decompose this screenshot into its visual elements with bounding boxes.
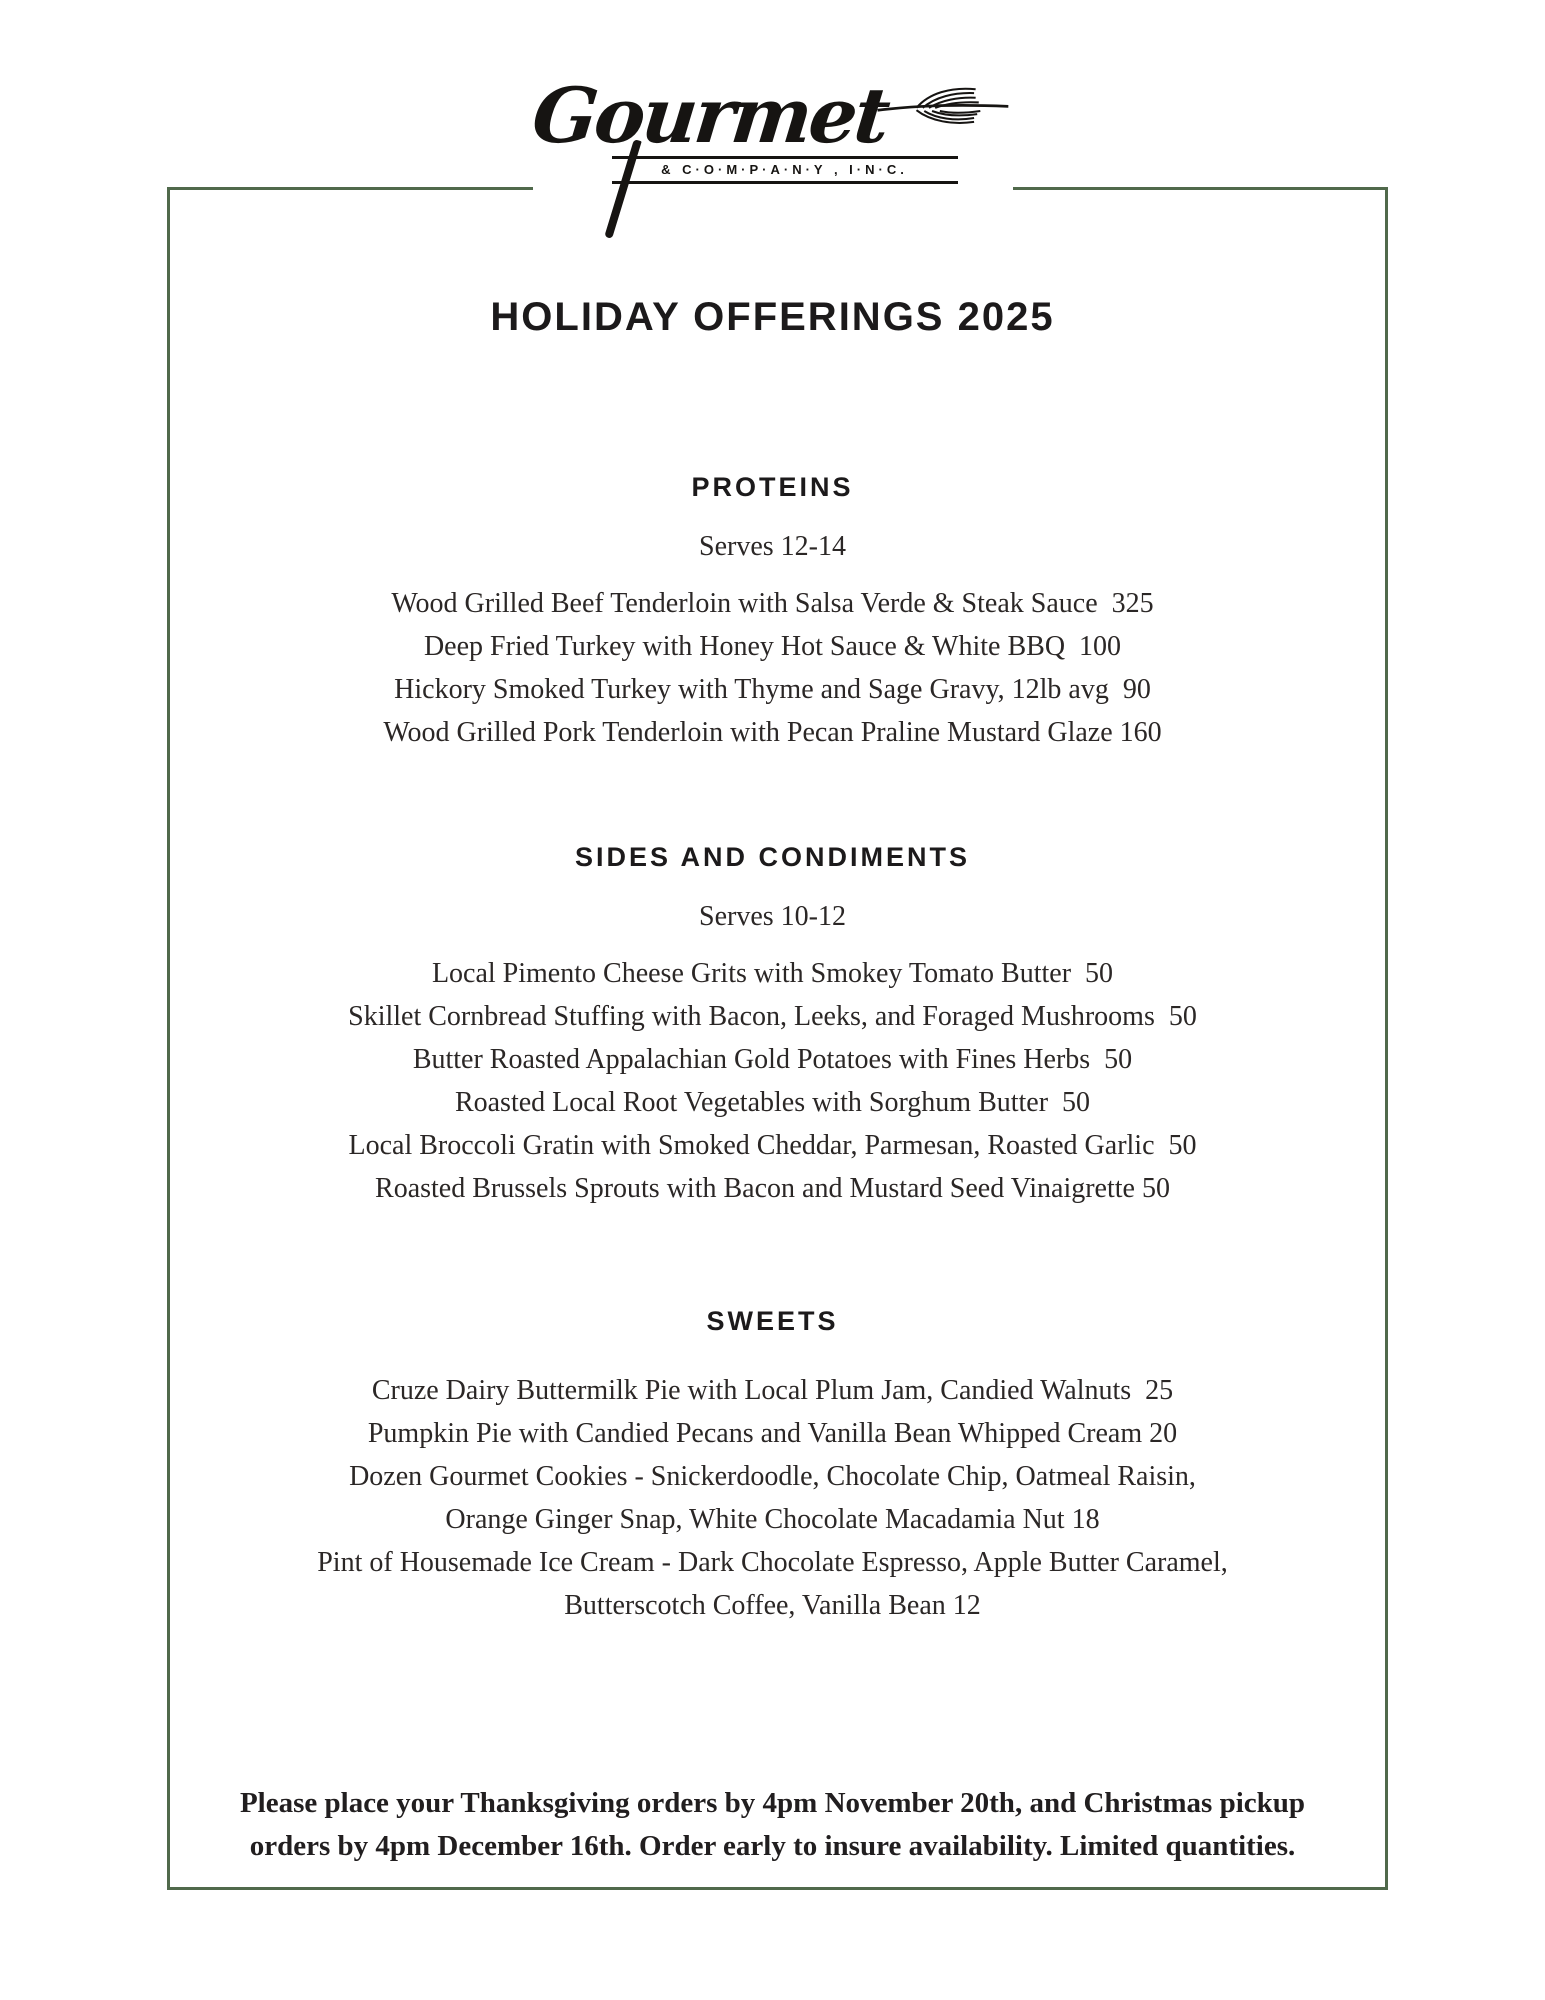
menu-item: Skillet Cornbread Stuffing with Bacon, Leeks, and Foraged Mushrooms 50 xyxy=(348,1001,1197,1032)
ordering-deadline-line: orders by 4pm December 16th. Order early to insure availability. Limited quantities. xyxy=(249,1830,1296,1862)
section-sides-and-condiments xyxy=(0,842,1545,1210)
menu-item: Butterscotch Coffee, Vanilla Bean 12 xyxy=(564,1590,981,1621)
menu-item: Orange Ginger Snap, White Chocolate Macadamia Nut 18 xyxy=(445,1504,1100,1535)
logo-wordmark-row xyxy=(527,52,1013,160)
section-sweets xyxy=(0,1306,1545,1627)
menu-item: Roasted Brussels Sprouts with Bacon and Mustard Seed Vinaigrette 50 xyxy=(375,1173,1170,1204)
menu-item: Deep Fried Turkey with Honey Hot Sauce & White BBQ 100 xyxy=(423,631,1122,662)
ordering-deadline-line: Please place your Thanksgiving orders by 4pm November 20th, and Christmas pickup xyxy=(239,1787,1306,1819)
menu-item: Dozen Gourmet Cookies - Snickerdoodle, Chocolate Chip, Oatmeal Raisin, xyxy=(349,1461,1196,1492)
proteins-items xyxy=(0,582,1545,754)
sides-items xyxy=(0,952,1545,1210)
menu-item: Pint of Housemade Ice Cream - Dark Chocolate Espresso, Apple Butter Caramel, xyxy=(317,1547,1228,1578)
section-heading-sides: SIDES AND CONDIMENTS xyxy=(574,842,971,872)
section-heading-proteins: PROTEINS xyxy=(691,472,854,502)
sweets-items xyxy=(0,1369,1545,1627)
wheat-stalk-icon xyxy=(876,72,1012,136)
page-title: HOLIDAY OFFERINGS 2025 xyxy=(490,295,1055,339)
serves-note-proteins: Serves 12-14 xyxy=(699,531,846,562)
serves-note-sides: Serves 10-12 xyxy=(699,901,846,932)
logo-subtext: & C·O·M·P·A·N·Y , I·N·C. xyxy=(612,156,958,184)
menu-item: Butter Roasted Appalachian Gold Potatoes with Fines Herbs 50 xyxy=(412,1044,1133,1075)
section-heading-sweets: SWEETS xyxy=(706,1306,839,1336)
logo-wordmark: Gourmet xyxy=(527,71,892,160)
menu-item: Pumpkin Pie with Candied Pecans and Vanilla Bean Whipped Cream 20 xyxy=(367,1418,1178,1449)
menu-item: Local Pimento Cheese Grits with Smokey Tomato Butter 50 xyxy=(431,958,1114,989)
menu-item: Wood Grilled Beef Tenderloin with Salsa Verde & Steak Sauce 325 xyxy=(391,588,1154,619)
section-proteins xyxy=(0,472,1545,754)
menu-content xyxy=(0,187,1545,1868)
menu-item: Roasted Local Root Vegetables with Sorghum Butter 50 xyxy=(454,1087,1091,1118)
menu-item: Local Broccoli Gratin with Smoked Cheddar, Parmesan, Roasted Garlic 50 xyxy=(348,1130,1197,1161)
menu-item: Cruze Dairy Buttermilk Pie with Local Plum Jam, Candied Walnuts 25 xyxy=(371,1375,1174,1406)
menu-item: Hickory Smoked Turkey with Thyme and Sage Gravy, 12lb avg 90 xyxy=(394,674,1151,705)
company-logo xyxy=(527,52,1013,248)
menu-item: Wood Grilled Pork Tenderloin with Pecan Praline Mustard Glaze 160 xyxy=(383,717,1162,748)
ordering-deadline-note xyxy=(0,1782,1545,1868)
